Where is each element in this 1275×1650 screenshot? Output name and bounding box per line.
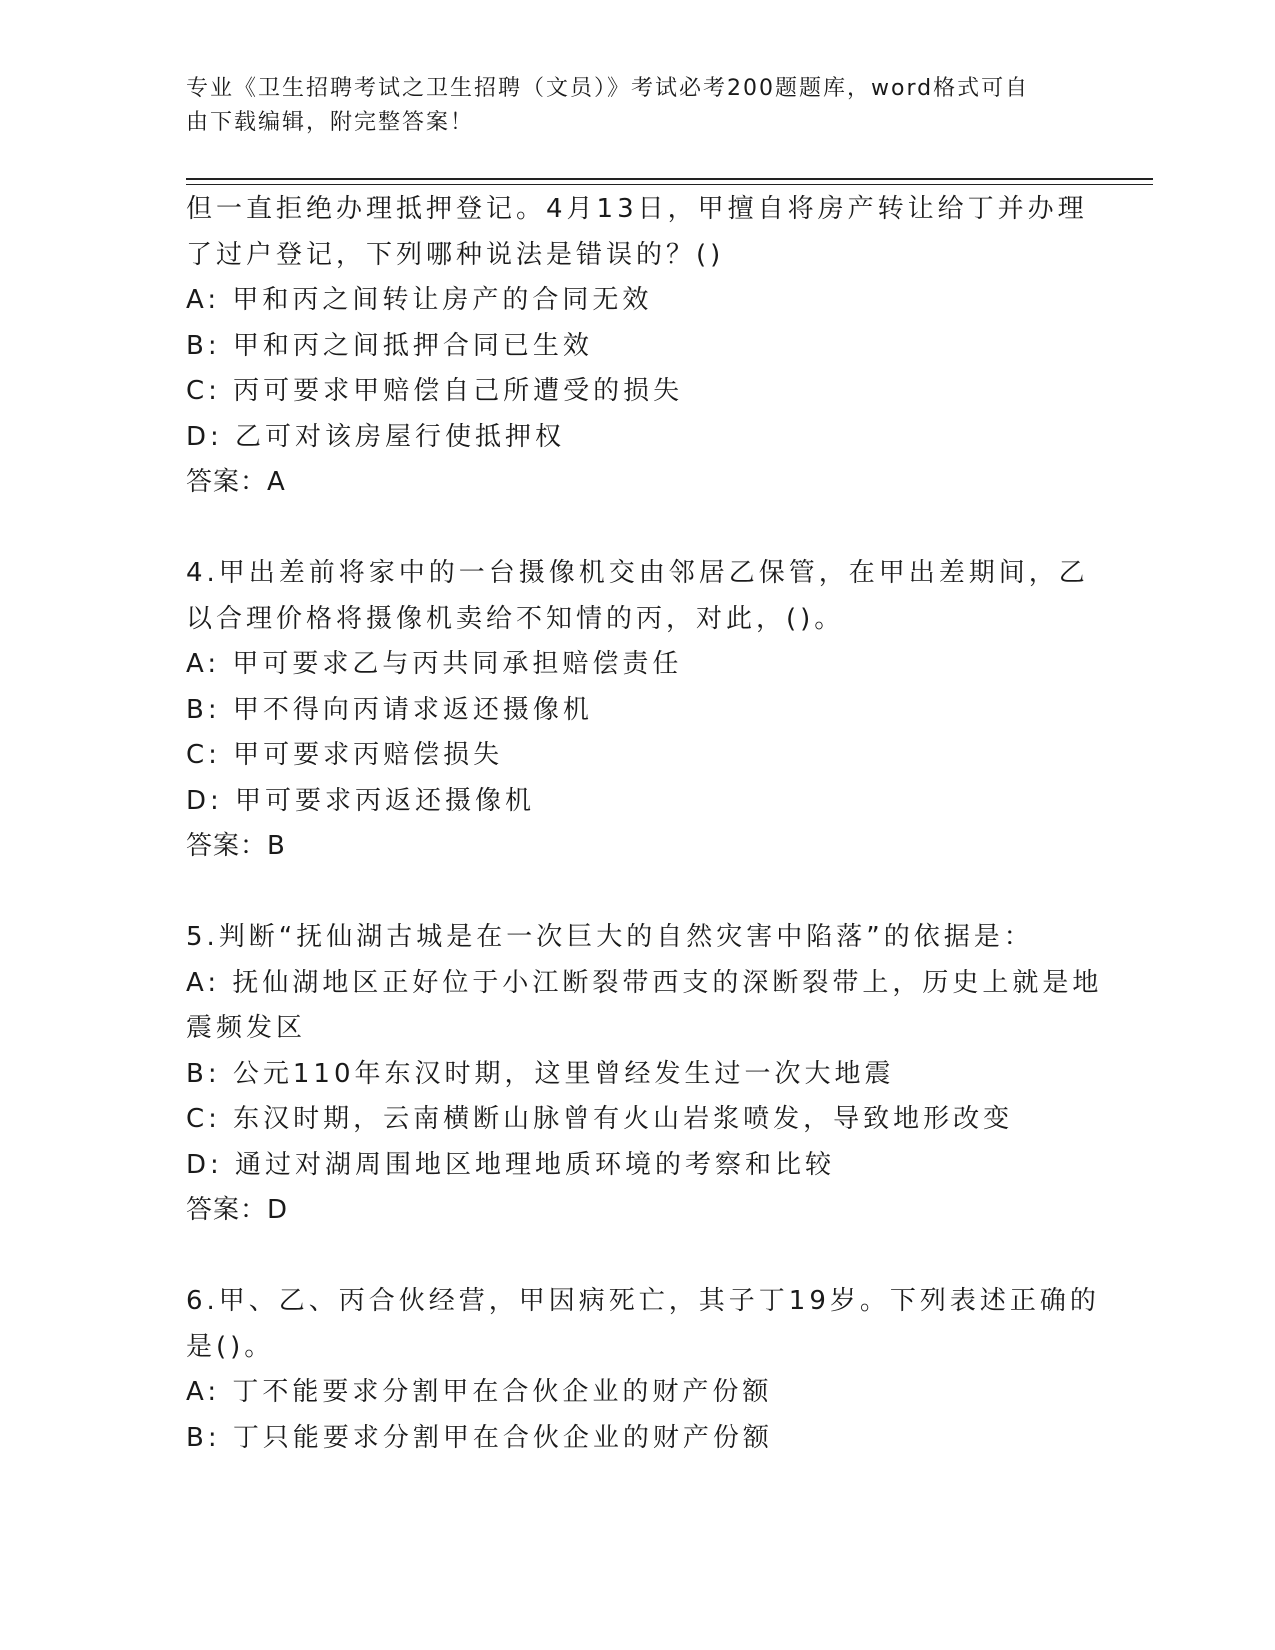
option-b: B: 甲不得向丙请求返还摄像机 [186,694,593,725]
header-rule-thick [186,178,1153,180]
question-stem-line: 5.判断“抚仙湖古城是在一次巨大的自然灾害中陷落”的依据是： [186,922,1034,952]
question-3 [186,187,1106,506]
question-spacer [186,506,1106,552]
header-rule-thin [186,184,1153,185]
option-c: C: 甲可要求丙赔偿损失 [186,740,504,770]
option-d: D: 甲可要求丙返还摄像机 [186,785,536,816]
option-b: B: 丁只能要求分割甲在合伙企业的财产份额 [186,1422,773,1453]
option-d: D: 乙可对该房屋行使抵押权 [186,421,566,452]
question-6 [186,1279,1106,1461]
option-a: A: 甲和丙之间转让房产的合同无效 [186,285,653,315]
question-stem-line: 但一直拒绝办理抵押登记。4月13日，甲擅自将房产转让给丁并办理 [186,194,1088,224]
answer-line: 答案：B [186,831,286,861]
option-c: C: 东汉时期，云南横断山脉曾有火山岩浆喷发，导致地形改变 [186,1104,1014,1134]
option-a-continued: 震频发区 [186,1013,307,1043]
question-spacer [186,870,1106,916]
header-line-1: 专业《卫生招聘考试之卫生招聘（文员）》考试必考200题题库，word格式可自 [186,76,1030,101]
option-a: A: 甲可要求乙与丙共同承担赔偿责任 [186,649,683,679]
option-b: B: 公元110年东汉时期，这里曾经发生过一次大地震 [186,1058,895,1089]
header-line-2: 由下载编辑，附完整答案！ [186,110,475,135]
question-stem-line: 以合理价格将摄像机卖给不知情的丙，对此，()。 [186,603,845,634]
option-a: A: 抚仙湖地区正好位于小江断裂带西支的深断裂带上，历史上就是地 [186,967,1103,998]
question-body [186,187,1106,1461]
question-5 [186,915,1106,1234]
question-spacer [186,1234,1106,1280]
option-b: B: 甲和丙之间抵押合同已生效 [186,330,593,361]
answer-line: 答案：A [186,467,286,497]
question-stem-line: 6.甲、乙、丙合伙经营，甲因病死亡，其子丁19岁。下列表述正确的 [186,1286,1100,1316]
option-a: A: 丁不能要求分割甲在合伙企业的财产份额 [186,1377,773,1407]
answer-line: 答案：D [186,1195,289,1225]
question-stem-line: 是()。 [186,1331,275,1362]
question-4 [186,551,1106,870]
document-header [186,72,1066,140]
question-stem-line: 4.甲出差前将家中的一台摄像机交由邻居乙保管，在甲出差期间，乙 [186,558,1089,588]
option-d: D: 通过对湖周围地区地理地质环境的考察和比较 [186,1149,836,1180]
option-c: C: 丙可要求甲赔偿自己所遭受的损失 [186,376,684,406]
question-stem-line: 了过户登记，下列哪种说法是错误的？() [186,239,725,270]
